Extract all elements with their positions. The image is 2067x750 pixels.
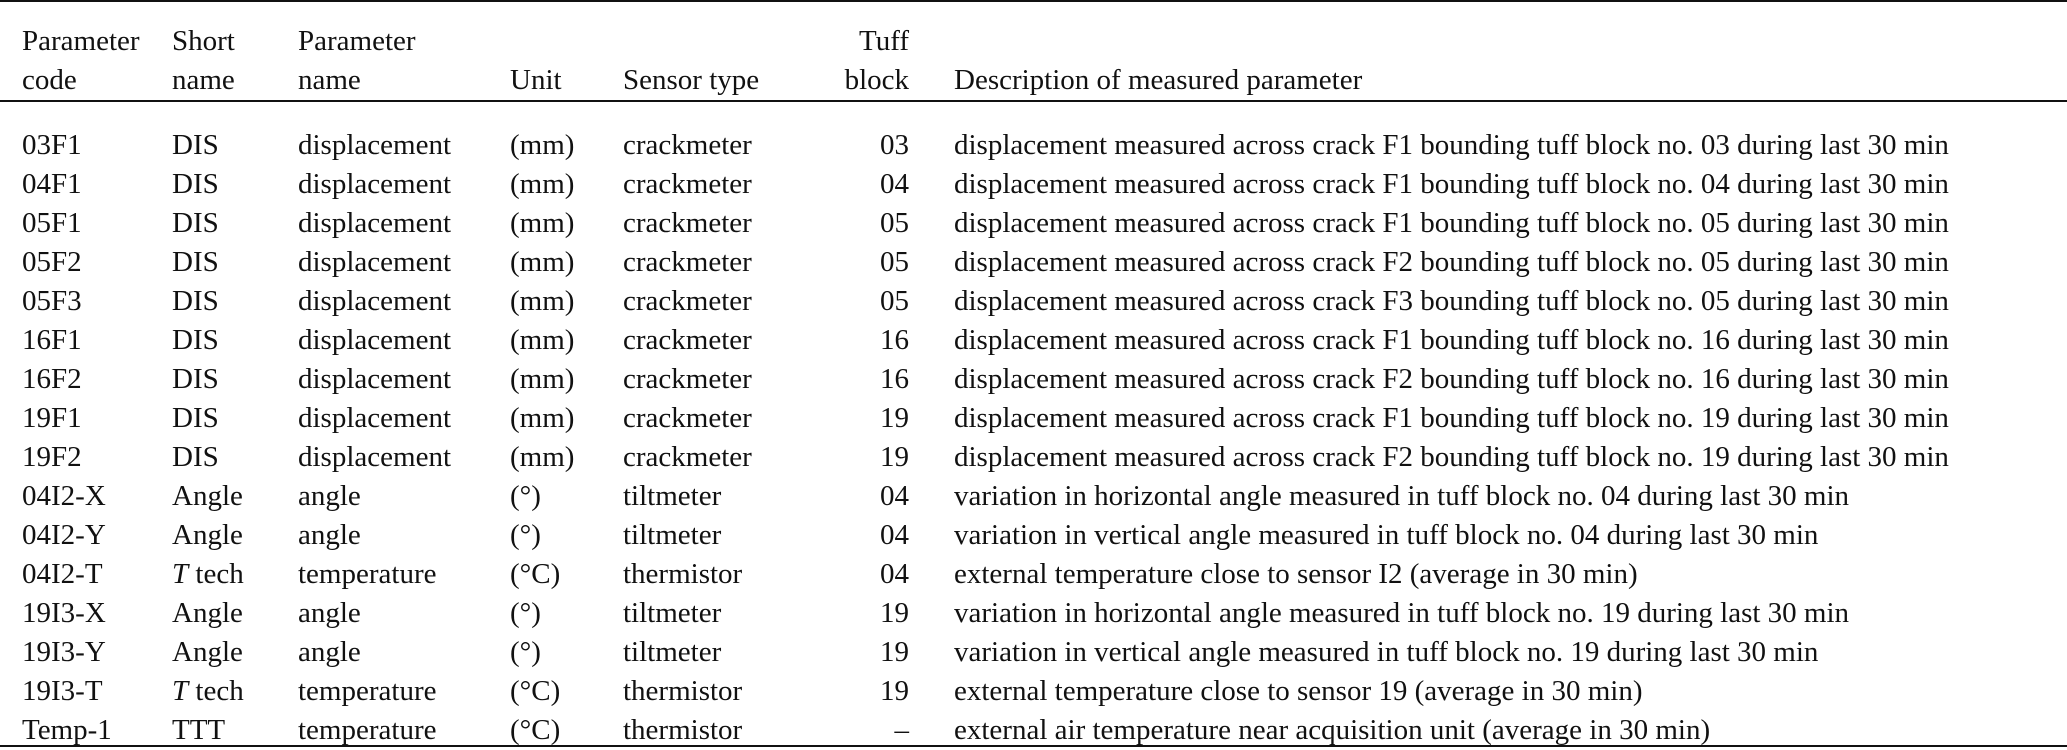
- header-tuff-block: [813, 0, 909, 116]
- header-row: [0, 0, 2067, 116]
- cell-tuff-block: 05: [880, 285, 909, 317]
- cell-sensor-type: crackmeter: [623, 129, 752, 161]
- cell-tuff-block: 04: [880, 480, 909, 512]
- cell-short-name-text: DIS: [172, 363, 219, 395]
- cell-short-name-text: tech: [188, 675, 244, 707]
- cell-parameter-code: 04F1: [22, 168, 82, 200]
- cell-gap: [909, 243, 954, 282]
- header-description: Description of measured parameter: [954, 64, 1363, 96]
- cell-short-name: [172, 116, 298, 165]
- cell-description: external air temperature near acquisition unit (average in 30 min): [954, 714, 1711, 746]
- cell-tuff-block: 19: [880, 675, 909, 707]
- cell-short-name: [172, 672, 298, 711]
- cell-gap: [909, 399, 954, 438]
- table-row: [0, 165, 2067, 204]
- cell-unit: (°C): [510, 675, 561, 707]
- table-row: [0, 204, 2067, 243]
- table-row: [0, 594, 2067, 633]
- header-pname-line2: name: [298, 64, 361, 96]
- cell-parameter-code: 05F1: [22, 207, 82, 239]
- cell-parameter-name: displacement: [298, 441, 452, 473]
- table-row: [0, 321, 2067, 360]
- cell-parameter-name: angle: [298, 597, 361, 629]
- header-gap: [909, 0, 954, 116]
- cell-unit: (mm): [510, 168, 575, 200]
- cell-short-name-text: DIS: [172, 168, 219, 200]
- cell-gap: [909, 516, 954, 555]
- cell-gap: [909, 477, 954, 516]
- cell-short-name-text: Angle: [172, 480, 243, 512]
- cell-tuff-block: 04: [880, 519, 909, 551]
- cell-gap: [909, 633, 954, 672]
- cell-parameter-code: 19I3-Y: [22, 636, 106, 668]
- table-row: [0, 399, 2067, 438]
- cell-short-name: [172, 282, 298, 321]
- cell-description: displacement measured across crack F2 bounding tuff block no. 19 during last 30 min: [954, 441, 1949, 473]
- cell-description: displacement measured across crack F3 bounding tuff block no. 05 during last 30 min: [954, 285, 1949, 317]
- cell-tuff-block: 03: [880, 129, 909, 161]
- cell-parameter-name: displacement: [298, 402, 452, 434]
- cell-parameter-name: angle: [298, 636, 361, 668]
- cell-sensor-type: thermistor: [623, 558, 743, 590]
- cell-tuff-block: 04: [880, 558, 909, 590]
- cell-short-name-text: DIS: [172, 324, 219, 356]
- cell-gap: [909, 711, 954, 750]
- cell-parameter-name: displacement: [298, 285, 452, 317]
- cell-unit: (°): [510, 636, 541, 668]
- cell-unit: (°C): [510, 714, 561, 746]
- cell-short-name: [172, 243, 298, 282]
- cell-parameter-name: temperature: [298, 675, 437, 707]
- cell-short-name-text: DIS: [172, 207, 219, 239]
- header-code-line1: Parameter: [22, 25, 140, 57]
- cell-unit: (mm): [510, 402, 575, 434]
- cell-unit: (°): [510, 597, 541, 629]
- cell-short-name: [172, 399, 298, 438]
- table-row: [0, 711, 2067, 750]
- cell-short-name: [172, 165, 298, 204]
- cell-sensor-type: thermistor: [623, 714, 743, 746]
- cell-gap: [909, 438, 954, 477]
- cell-gap: [909, 282, 954, 321]
- cell-sensor-type: crackmeter: [623, 207, 752, 239]
- cell-short-name-text: tech: [188, 558, 244, 590]
- cell-sensor-type: tiltmeter: [623, 519, 722, 551]
- cell-parameter-code: 04I2-Y: [22, 519, 106, 551]
- header-pname-line1: Parameter: [298, 25, 416, 57]
- cell-parameter-code: 04I2-T: [22, 558, 103, 590]
- cell-short-name-italic: T: [172, 558, 189, 590]
- cell-short-name: [172, 555, 298, 594]
- cell-description: external temperature close to sensor 19 (average in 30 min): [954, 675, 1643, 707]
- cell-description: displacement measured across crack F1 bounding tuff block no. 16 during last 30 min: [954, 324, 1949, 356]
- cell-parameter-name: displacement: [298, 168, 452, 200]
- cell-parameter-code: 19I3-X: [22, 597, 106, 629]
- table-row: [0, 555, 2067, 594]
- cell-short-name: [172, 594, 298, 633]
- cell-tuff-block: 19: [880, 636, 909, 668]
- header-short-line2: name: [172, 64, 235, 96]
- cell-short-name-text: Angle: [172, 519, 243, 551]
- cell-gap: [909, 555, 954, 594]
- table-row: [0, 516, 2067, 555]
- cell-parameter-name: temperature: [298, 714, 437, 746]
- cell-tuff-block: 04: [880, 168, 909, 200]
- cell-sensor-type: crackmeter: [623, 285, 752, 317]
- cell-tuff-block: 19: [880, 441, 909, 473]
- cell-short-name-text: DIS: [172, 402, 219, 434]
- cell-parameter-name: displacement: [298, 246, 452, 278]
- cell-description: displacement measured across crack F1 bounding tuff block no. 03 during last 30 min: [954, 129, 1949, 161]
- table-row: [0, 672, 2067, 711]
- table-header: [0, 0, 2067, 116]
- cell-short-name: [172, 633, 298, 672]
- cell-sensor-type: crackmeter: [623, 168, 752, 200]
- header-tuff-line1: Tuff: [859, 25, 909, 57]
- cell-parameter-name: angle: [298, 480, 361, 512]
- cell-sensor-type: tiltmeter: [623, 636, 722, 668]
- cell-sensor-type: tiltmeter: [623, 597, 722, 629]
- header-code-line2: code: [22, 64, 77, 96]
- cell-short-name: [172, 711, 298, 750]
- cell-description: displacement measured across crack F1 bounding tuff block no. 05 during last 30 min: [954, 207, 1949, 239]
- cell-description: variation in horizontal angle measured in tuff block no. 04 during last 30 min: [954, 480, 1850, 512]
- cell-short-name-text: Angle: [172, 597, 243, 629]
- table-row: [0, 282, 2067, 321]
- cell-unit: (°): [510, 480, 541, 512]
- cell-description: variation in vertical angle measured in tuff block no. 04 during last 30 min: [954, 519, 1819, 551]
- cell-gap: [909, 116, 954, 165]
- cell-description: external temperature close to sensor I2 (average in 30 min): [954, 558, 1638, 590]
- cell-sensor-type: crackmeter: [623, 402, 752, 434]
- table-body: [0, 116, 2067, 750]
- cell-tuff-block: 05: [880, 207, 909, 239]
- cell-short-name-text: DIS: [172, 441, 219, 473]
- cell-parameter-name: temperature: [298, 558, 437, 590]
- cell-short-name: [172, 438, 298, 477]
- cell-parameter-code: 03F1: [22, 129, 82, 161]
- cell-tuff-block: 05: [880, 246, 909, 278]
- cell-short-name-text: Angle: [172, 636, 243, 668]
- cell-unit: (°): [510, 519, 541, 551]
- cell-short-name-text: TTT: [172, 714, 226, 746]
- cell-unit: (mm): [510, 363, 575, 395]
- cell-sensor-type: crackmeter: [623, 363, 752, 395]
- cell-parameter-code: 05F2: [22, 246, 82, 278]
- header-parameter-name: [298, 0, 510, 116]
- cell-sensor-type: thermistor: [623, 675, 743, 707]
- cell-parameter-code: 04I2-X: [22, 480, 106, 512]
- cell-gap: [909, 594, 954, 633]
- cell-parameter-name: angle: [298, 519, 361, 551]
- cell-unit: (mm): [510, 246, 575, 278]
- cell-description: variation in horizontal angle measured in tuff block no. 19 during last 30 min: [954, 597, 1850, 629]
- cell-parameter-code: 05F3: [22, 285, 82, 317]
- cell-description: variation in vertical angle measured in tuff block no. 19 during last 30 min: [954, 636, 1819, 668]
- cell-unit: (mm): [510, 324, 575, 356]
- cell-sensor-type: crackmeter: [623, 246, 752, 278]
- cell-parameter-code: 16F2: [22, 363, 82, 395]
- header-unit: Unit: [510, 64, 562, 96]
- table-row: [0, 633, 2067, 672]
- cell-short-name-text: DIS: [172, 285, 219, 317]
- cell-gap: [909, 672, 954, 711]
- cell-sensor-type: crackmeter: [623, 441, 752, 473]
- cell-unit: (°C): [510, 558, 561, 590]
- cell-parameter-name: displacement: [298, 129, 452, 161]
- cell-parameter-code: 19F1: [22, 402, 82, 434]
- cell-gap: [909, 321, 954, 360]
- cell-parameter-name: displacement: [298, 363, 452, 395]
- cell-sensor-type: crackmeter: [623, 324, 752, 356]
- cell-short-name-text: DIS: [172, 246, 219, 278]
- cell-parameter-code: 19I3-T: [22, 675, 103, 707]
- cell-unit: (mm): [510, 285, 575, 317]
- header-tuff-line2: block: [844, 64, 909, 96]
- cell-short-name: [172, 321, 298, 360]
- cell-parameter-code: 16F1: [22, 324, 82, 356]
- header-short-name: [172, 0, 298, 116]
- table-row: [0, 243, 2067, 282]
- cell-description: displacement measured across crack F1 bounding tuff block no. 04 during last 30 min: [954, 168, 1949, 200]
- cell-short-name-text: DIS: [172, 129, 219, 161]
- cell-description: displacement measured across crack F2 bounding tuff block no. 05 during last 30 min: [954, 246, 1949, 278]
- cell-unit: (mm): [510, 441, 575, 473]
- table-row: [0, 360, 2067, 399]
- cell-parameter-code: 19F2: [22, 441, 82, 473]
- cell-description: displacement measured across crack F2 bounding tuff block no. 16 during last 30 min: [954, 363, 1949, 395]
- cell-parameter-code: Temp-1: [22, 714, 112, 746]
- header-short-line1: Short: [172, 25, 235, 57]
- cell-short-name-italic: T: [172, 675, 189, 707]
- cell-unit: (mm): [510, 129, 575, 161]
- cell-gap: [909, 165, 954, 204]
- header-sensor-type: Sensor type: [623, 64, 760, 96]
- cell-gap: [909, 360, 954, 399]
- cell-parameter-name: displacement: [298, 324, 452, 356]
- table-row: [0, 116, 2067, 165]
- cell-tuff-block: –: [894, 714, 909, 746]
- cell-tuff-block: 16: [880, 363, 909, 395]
- cell-description: displacement measured across crack F1 bounding tuff block no. 19 during last 30 min: [954, 402, 1949, 434]
- cell-short-name: [172, 360, 298, 399]
- cell-tuff-block: 19: [880, 597, 909, 629]
- cell-short-name: [172, 204, 298, 243]
- header-parameter-code: [0, 0, 172, 116]
- cell-sensor-type: tiltmeter: [623, 480, 722, 512]
- cell-gap: [909, 204, 954, 243]
- cell-tuff-block: 16: [880, 324, 909, 356]
- table-row: [0, 438, 2067, 477]
- cell-parameter-name: displacement: [298, 207, 452, 239]
- table-row: [0, 477, 2067, 516]
- cell-unit: (mm): [510, 207, 575, 239]
- cell-tuff-block: 19: [880, 402, 909, 434]
- cell-short-name: [172, 516, 298, 555]
- cell-short-name: [172, 477, 298, 516]
